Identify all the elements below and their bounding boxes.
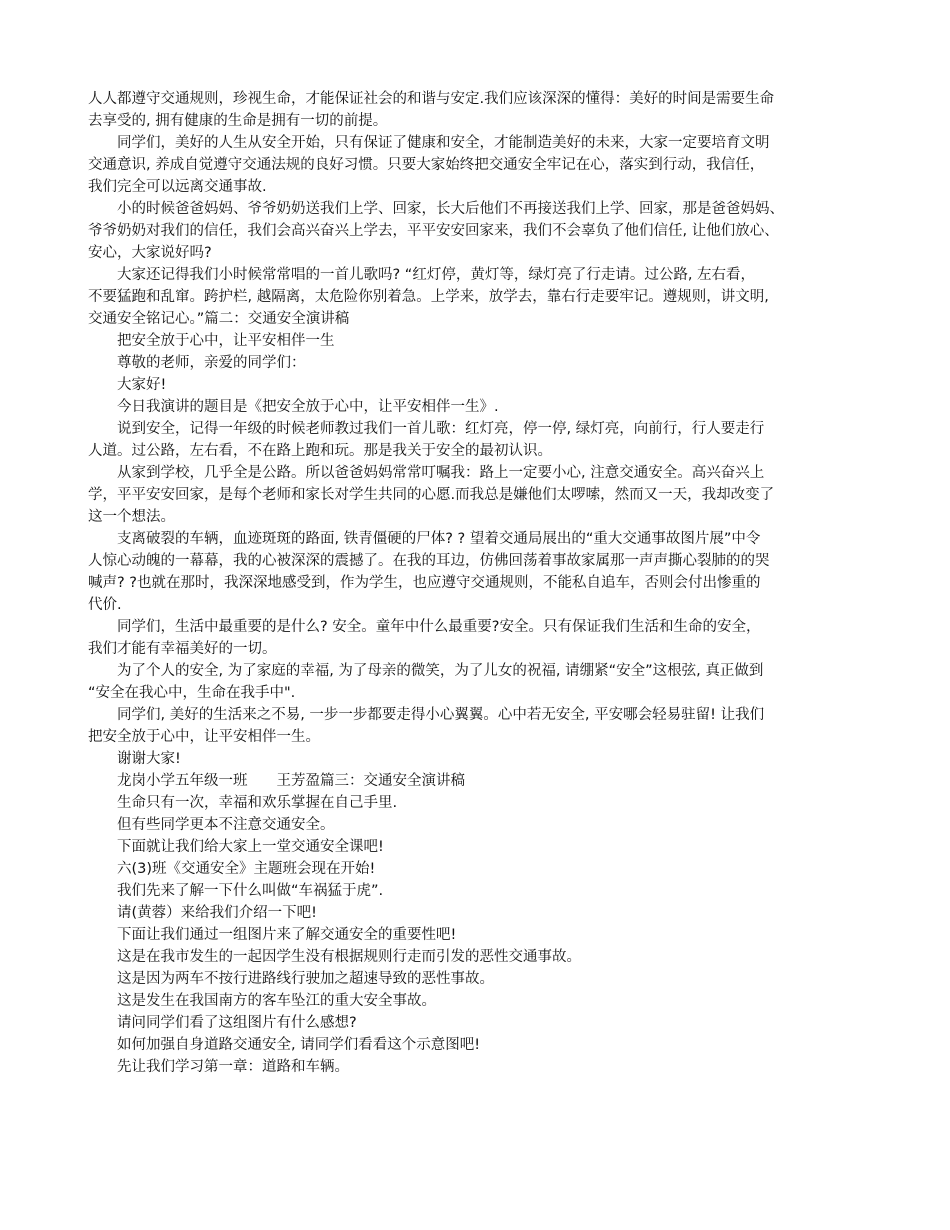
paragraph [88,418,868,462]
text-line: “安全在我心中，生命在我手中". [88,685,296,701]
text-line: 我们先来了解一下什么叫做“车祸猛于虎”. [117,883,384,899]
text-line: 这是因为两车不按行进路线行驶加之超速导致的恶性事故。 [117,971,494,987]
text-line: 谢谢大家! [117,751,181,767]
text-line: 但有些同学更本不注意交通安全。 [117,817,335,833]
text-line: 龙岗小学五年级一班 王芳盈篇三：交通安全演讲稿 [117,773,465,789]
text-line: 喊声? ?也就在那时，我深深地感受到，作为学生，也应遵守交通规则，不能私自追车，否则会付出惨重的 [88,575,761,591]
text-line: 安心，大家说好吗? [88,245,212,261]
paragraph [88,990,868,1012]
text-line: 先让我们学习第一章：道路和车辆。 [117,1059,349,1075]
paragraph [88,132,868,198]
paragraph [88,264,868,330]
paragraph [88,616,868,660]
paragraph [88,374,868,396]
text-line: 不要猛跑和乱窜。跨护栏, 越隔离，太危险你别着急。上学来，放学去，靠右行走要牢记。遵规则，讲文明, [88,289,769,305]
paragraph [88,198,868,264]
text-line: 交通意识, 养成自觉遵守交通法规的良好习惯。只要大家始终把交通安全牢记在心，落实到行动，我信任， [88,157,765,173]
paragraph [88,528,868,616]
text-line: 把安全放于心中，让平安相伴一生 [117,333,335,349]
paragraph [88,704,868,748]
text-line: 大家好! [117,377,167,393]
text-line: 今日我演讲的题目是《把安全放于心中，让平安相伴一生》. [117,399,499,415]
text-line: 我们完全可以远离交通事故. [88,179,267,195]
text-line: 大家还记得我们小时候常常唱的一首儿歌吗? “红灯停，黄灯等，绿灯亮了行走请。过公路, 左右看， [117,267,756,283]
text-line: 请(黄蓉）来给我们介绍一下吧! [117,905,317,921]
paragraph [88,770,868,792]
text-line: 尊敬的老师，亲爱的同学们： [117,355,306,371]
text-line: 下面就让我们给大家上一堂交通安全课吧! [117,839,384,855]
paragraph [88,1034,868,1056]
text-line: 同学们，生活中最重要的是什么? 安全。童年中什么最重要?安全。只有保证我们生活和生命的安全， [117,619,761,635]
text-line: 爷爷奶奶对我们的信任，我们会高兴奋兴上学去，平平安安回家来，我们不会辜负了他们信任, 让他们放心、 [88,223,779,239]
text-line: 下面让我们通过一组图片来了解交通安全的重要性吧! [117,927,457,943]
paragraph [88,880,868,902]
text-line: 人惊心动魄的一幕幕，我的心被深深的震撼了。在我的耳边，仿佛回荡着事故家属那一声声撕心裂肺的的哭 [88,553,770,569]
text-line: 这是在我市发生的一起因学生没有根据规则行走而引发的恶性交通事故。 [117,949,581,965]
document-page [88,88,868,1078]
paragraph [88,330,868,352]
paragraph [88,660,868,704]
text-line: 六(3)班《交通安全》主题班会现在开始! [117,861,376,877]
text-line: 如何加强自身道路交通安全, 请同学们看看这个示意图吧! [117,1037,481,1053]
paragraph [88,924,868,946]
text-line: 支离破裂的车辆，血迹斑斑的路面, 铁青僵硬的尸体? ? 望着交通局展出的“重大交通事故图片展”中令 [117,531,761,547]
paragraph [88,858,868,880]
text-line: 这是发生在我国南方的客车坠江的重大安全事故。 [117,993,436,1009]
paragraph [88,396,868,418]
text-line: 为了个人的安全, 为了家庭的幸福, 为了母亲的微笑，为了儿女的祝福, 请绷紧“安全”这根弦, 真正做到 [117,663,764,679]
text-line: 把安全放于心中，让平安相伴一生。 [88,729,320,745]
text-line: 请问同学们看了这组图片有什么感想? [117,1015,357,1031]
text-line: 说到安全，记得一年级的时候老师教过我们一首儿歌：红灯亮，停一停, 绿灯亮，向前行，行人要走行 [117,421,765,437]
text-line: 生命只有一次，幸福和欢乐掌握在自己手里. [117,795,398,811]
text-line: 人人都遵守交通规则，珍视生命，才能保证社会的和谐与安定.我们应该深深的懂得：美好的时间是需要生命 [88,91,775,107]
text-line: 同学们, 美好的生活来之不易, 一步一步都要走得小心翼翼。心中若无安全, 平安哪会轻易驻留! 让我们 [117,707,765,723]
paragraph [88,88,868,132]
paragraph [88,792,868,814]
text-line: 从家到学校，几乎全是公路。所以爸爸妈妈常常叮嘱我：路上一定要小心, 注意交通安全。高兴奋兴上 [117,465,765,481]
text-line: 代价. [88,597,122,613]
text-line: 去享受的, 拥有健康的生命是拥有一切的前提。 [88,113,388,129]
paragraph [88,1056,868,1078]
text-line: 交通安全铭记心。”篇二：交通安全演讲稿 [88,311,350,327]
paragraph [88,352,868,374]
text-line: 学，平平安安回家，是每个老师和家长对学生共同的心愿.而我总是嫌他们太啰嗦，然而又一天，我却改变了 [88,487,775,503]
paragraph [88,814,868,836]
paragraph [88,836,868,858]
text-line: 我们才能有幸福美好的一切。 [88,641,277,657]
paragraph [88,968,868,990]
text-line: 同学们，美好的人生从安全开始，只有保证了健康和安全，才能制造美好的未来，大家一定要培育文明 [117,135,770,151]
text-line: 人道。过公路，左右看，不在路上跑和玩。那是我关于安全的最初认识。 [88,443,552,459]
paragraph [88,748,868,770]
text-line: 这一个想法。 [88,509,175,525]
paragraph [88,1012,868,1034]
paragraph [88,462,868,528]
paragraph [88,946,868,968]
paragraph [88,902,868,924]
text-line: 小的时候爸爸妈妈、爷爷奶奶送我们上学、回家，长大后他们不再接送我们上学、回家，那是爸爸妈妈、 [117,201,784,217]
